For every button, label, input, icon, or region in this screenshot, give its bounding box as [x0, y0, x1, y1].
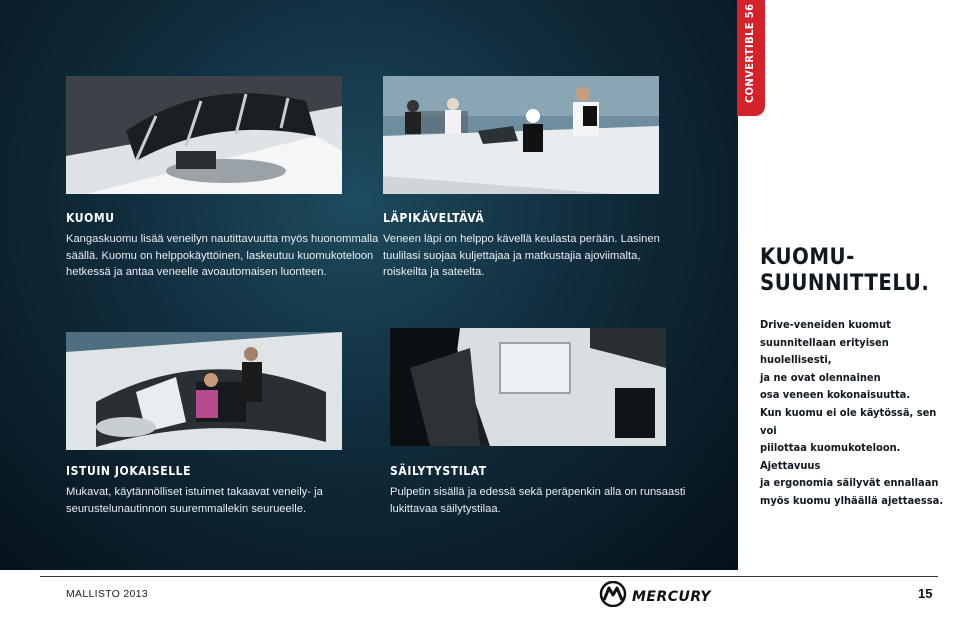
text-line: Kun kuomu ei ole käytössä, sen voi [760, 405, 937, 437]
heading-line: KUOMU- [760, 245, 855, 270]
text-line: säällä. Kuomu on helppokäyttöinen, laskeutuu kuomukoteloon [66, 249, 374, 262]
text-line: ja ergonomia säilyvät ennallaan [760, 476, 939, 490]
section-body-lapikaveltava [383, 231, 660, 281]
section-title-lapikaveltava: LÄPIKÄVELTÄVÄ [383, 211, 485, 225]
heading-line: SUUNNITTELU. [760, 271, 930, 296]
text-line: ja ne ovat olennainen [760, 370, 881, 384]
text-line: suunnitellaan erityisen huolellisesti, [760, 335, 889, 367]
model-tab-label: CONVERTIBLE 56 [743, 3, 756, 103]
section-title-sailytystilat: SÄILYTYSTILAT [390, 464, 487, 478]
section-body-sailytystilat [390, 484, 685, 517]
side-body [760, 316, 956, 510]
text-line: myös kuomu ylhäällä ajettaessa. [760, 493, 944, 507]
text-line: lukittavaa säilytystilaa. [390, 502, 501, 515]
photo-storage-compartment [390, 328, 666, 446]
page-number: 15 [918, 586, 933, 601]
text-line: piilottaa kuomukoteloon. Ajettavuus [760, 441, 901, 472]
section-body-istuin [66, 484, 323, 517]
mercury-logo [598, 581, 711, 612]
side-heading [760, 245, 929, 297]
mercury-wordmark: MERCURY [632, 588, 712, 605]
text-line: Veneen läpi on helppo kävellä keulasta perään. Lasinen [383, 233, 660, 245]
text-line: Mukavat, käytännölliset istuimet takaavat veneily- ja [66, 486, 323, 498]
text-line: osa veneen kokonaisuutta. [760, 388, 911, 402]
text-line: hetkessä ja antaa veneelle avoautomaisen luonteen. [66, 266, 327, 278]
section-body-kuomu [66, 231, 378, 281]
photo-walkthrough-boat [383, 76, 659, 194]
section-title-istuin: ISTUIN JOKAISELLE [66, 464, 192, 478]
section-title-kuomu: KUOMU [66, 211, 115, 225]
photo-boat-canvas-top [66, 76, 342, 194]
text-line: tuulilasi suojaa kuljettajaa ja matkustajia ajoviimalta, [383, 249, 641, 262]
mercury-emblem-icon [598, 581, 628, 612]
text-line: Pulpetin sisällä ja edessä sekä peräpenkin alla on runsaasti [390, 486, 686, 498]
photo-boat-seating [66, 332, 342, 450]
model-tab [737, 0, 765, 116]
footer-collection-label: MALLISTO 2013 [66, 588, 148, 600]
text-line: Drive-veneiden kuomut [760, 318, 891, 331]
footer-divider [40, 576, 938, 577]
text-line: roiskeilta ja sateelta. [383, 266, 485, 278]
text-line: seurustelunautinnon suuremmallekin seurueelle. [66, 502, 307, 515]
text-line: Kangaskuomu lisää veneilyn nautittavuutta myös huonommalla [66, 233, 379, 245]
